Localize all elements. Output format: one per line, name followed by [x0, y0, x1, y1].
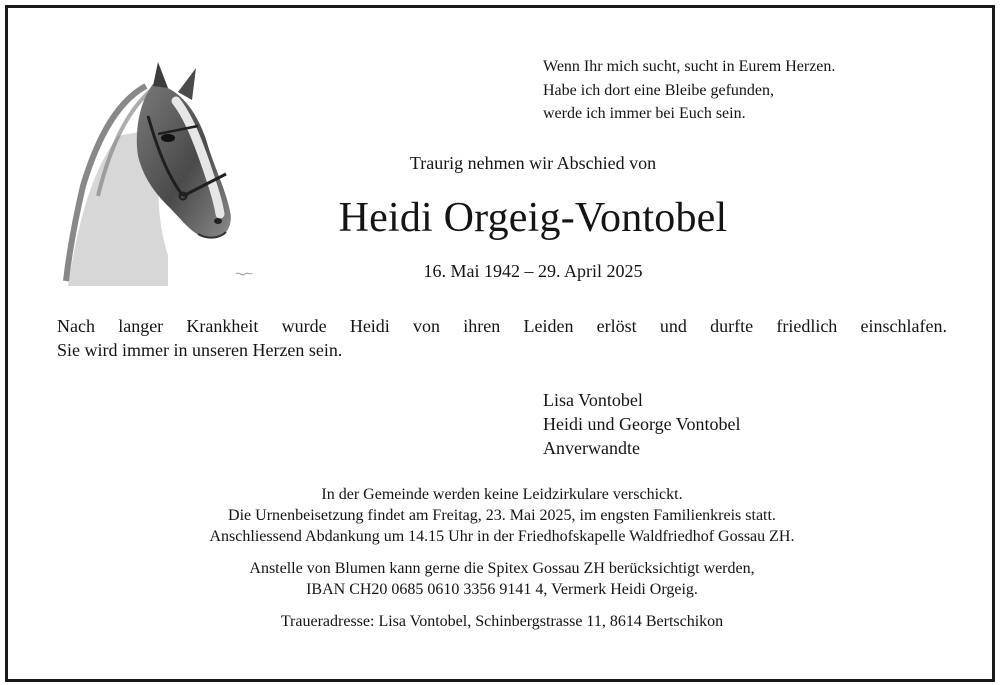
mourner-name: Anverwandte: [543, 438, 640, 458]
mourning-address: [8, 611, 996, 632]
obituary-card: [5, 5, 995, 682]
farewell-message: [57, 314, 947, 362]
poem-line: Wenn Ihr mich sucht, sucht in Eurem Herzen.: [543, 58, 836, 75]
poem-line: werde ich immer bei Euch sein.: [543, 105, 746, 122]
deceased-name: Heidi Orgeig-Vontobel: [338, 195, 728, 241]
donation-notice: [8, 558, 996, 600]
message-line: Sie wird immer in unseren Herzen sein.: [57, 340, 343, 360]
mourner-name: Lisa Vontobel: [543, 390, 643, 410]
address-line: Traueradresse: Lisa Vontobel, Schinbergstrasse 11, 8614 Bertschikon: [280, 613, 724, 630]
notice-line: Anschliessend Abdankung um 14.15 Uhr in der Friedhofskapelle Waldfriedhof Gossau ZH.: [209, 528, 795, 545]
poem-line: Habe ich dort eine Bleibe gefunden,: [543, 81, 775, 99]
message-line: Nach langer Krankheit wurde Heidi von ihren Leiden erlöst und durfte friedlich einschlafen.: [57, 316, 947, 336]
intro-text: Traurig nehmen wir Abschied von: [409, 153, 657, 173]
mourner-name: Heidi und George Vontobel: [543, 414, 741, 434]
life-dates: 16. Mai 1942 – 29. April 2025: [423, 261, 643, 281]
funeral-notice: [8, 484, 996, 547]
mourners-list: [543, 388, 740, 460]
notice-line: In der Gemeinde werden keine Leidzirkulare verschickt.: [321, 486, 683, 503]
memorial-poem: [543, 55, 835, 126]
notice-line: Die Urnenbeisetzung findet am Freitag, 23. Mai 2025, im engsten Familienkreis statt.: [228, 507, 776, 524]
notice-line: IBAN CH20 0685 0610 3356 9141 4, Vermerk Heidi Orgeig.: [306, 581, 698, 598]
notice-line: Anstelle von Blumen kann gerne die Spitex Gossau ZH berücksichtigt werden,: [249, 560, 755, 577]
